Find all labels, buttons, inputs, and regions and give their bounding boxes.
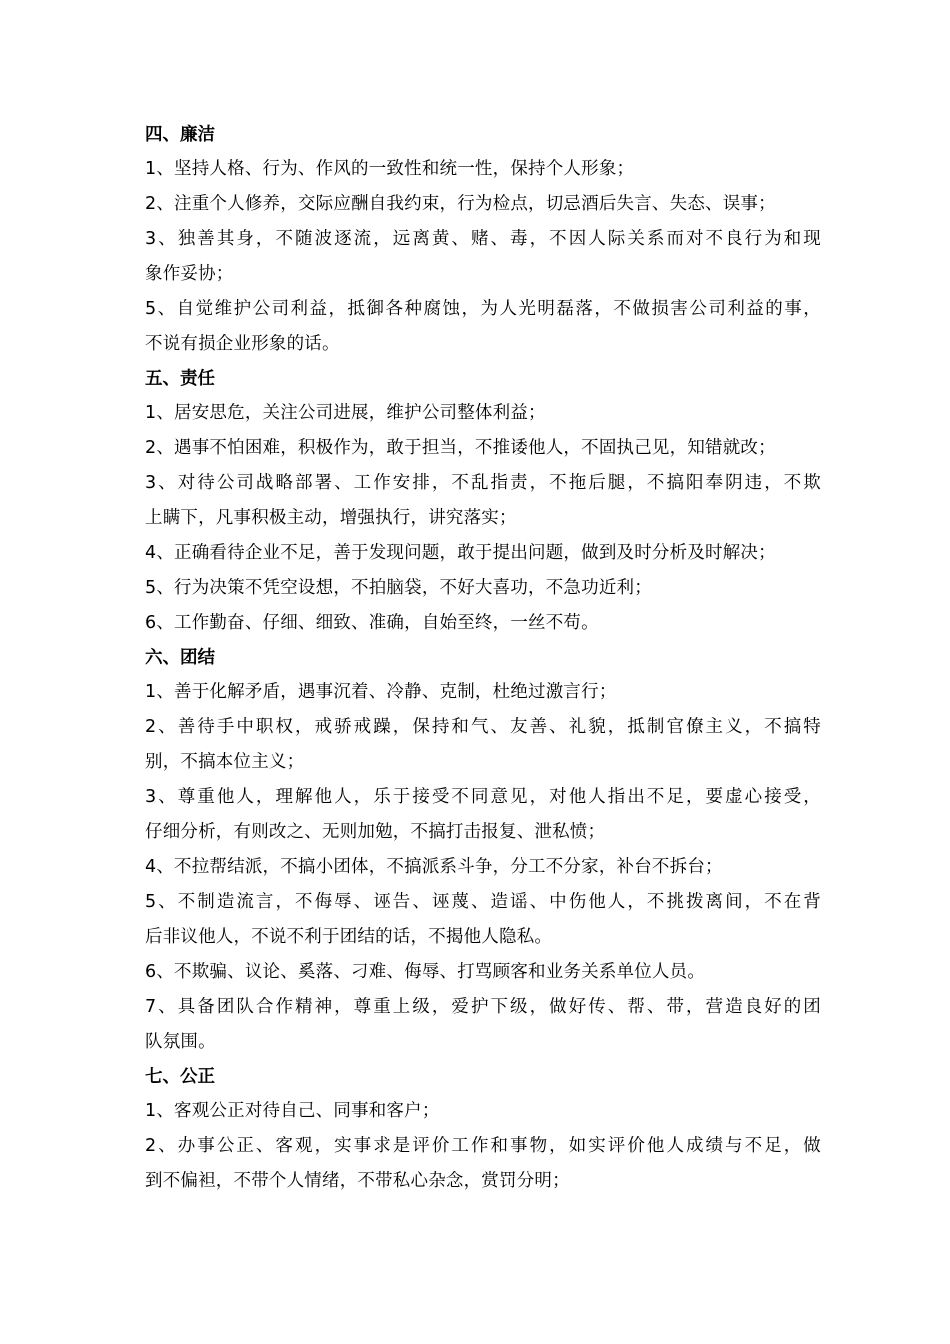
list-item-line: 3、尊重他人，理解他人，乐于接受不同意见，对他人指出不足，要虚心接受， [145,787,821,807]
list-item [145,571,821,606]
list-item-line: 5、自觉维护公司利益，抵御各种腐蚀，为人光明磊落，不做损害公司利益的事， [145,299,821,319]
list-item-line: 别，不搞本位主义； [145,752,305,772]
list-item [145,466,821,536]
list-item [145,675,821,710]
section-title: 五、责任 [145,369,215,389]
list-item [145,990,821,1060]
list-item [145,536,821,571]
list-item [145,710,821,780]
list-item [145,780,821,850]
list-item-line: 6、不欺骗、议论、奚落、刁难、侮辱、打骂顾客和业务关系单位人员。 [145,962,706,982]
section-title: 四、廉洁 [145,125,215,145]
list-item [145,606,821,641]
list-item-line: 队氛围。 [145,1032,216,1052]
section-title: 七、公正 [145,1067,215,1087]
list-item-line: 2、善待手中职权，戒骄戒躁，保持和气、友善、礼貌，抵制官僚主义，不搞特 [145,717,821,737]
list-item [145,187,821,222]
list-item-line: 到不偏袒，不带个人情绪，不带私心杂念，赏罚分明； [145,1171,570,1191]
list-item-line: 3、独善其身，不随波逐流，远离黄、赌、毒，不因人际关系而对不良行为和现 [145,229,821,249]
list-item-line: 5、行为决策不凭空设想，不拍脑袋，不好大喜功，不急功近利； [145,578,652,598]
list-item-line: 仔细分析，有则改之、无则加勉，不搞打击报复、泄私愤； [145,822,606,842]
list-item-line: 1、居安思危，关注公司进展，维护公司整体利益； [145,403,546,423]
list-item [145,1094,821,1129]
section [145,641,821,1060]
list-item [145,396,821,431]
list-item-line: 象作妥协； [145,264,234,284]
list-item-line: 1、客观公正对待自己、同事和客户； [145,1101,440,1121]
list-item-line: 4、正确看待企业不足，善于发现问题，敢于提出问题，做到及时分析及时解决； [145,543,776,563]
list-item [145,222,821,292]
list-item-line: 1、坚持人格、行为、作风的一致性和统一性，保持个人形象； [145,159,635,179]
list-item-line: 7、具备团队合作精神，尊重上级，爱护下级，做好传、帮、带，营造良好的团 [145,997,821,1017]
list-item [145,850,821,885]
list-item-line: 2、注重个人修养，交际应酬自我约束，行为检点，切忌酒后失言、失态、误事； [145,194,776,214]
list-item-line: 2、办事公正、客观，实事求是评价工作和事物，如实评价他人成绩与不足，做 [145,1136,821,1156]
list-item-line: 后非议他人，不说不利于团结的话，不揭他人隐私。 [145,927,553,947]
list-item-line: 5、不制造流言，不侮辱、诬告、诬蔑、造谣、中伤他人，不挑拨离间，不在背 [145,892,821,912]
list-item-line: 1、善于化解矛盾，遇事沉着、冷静、克制，杜绝过激言行； [145,682,617,702]
list-item [145,955,821,990]
section-title: 六、团结 [145,648,215,668]
section [145,1060,821,1199]
list-item-line: 4、不拉帮结派，不搞小团体，不搞派系斗争，分工不分家，补台不拆台； [145,857,723,877]
list-item-line: 3、对待公司战略部署、工作安排，不乱指责，不拖后腿，不搞阳奉阴违，不欺 [145,473,821,493]
section [145,362,821,641]
list-item-line: 6、工作勤奋、仔细、细致、准确，自始至终，一丝不苟。 [145,613,599,633]
document-page [145,118,821,1199]
list-item [145,292,821,362]
list-item-line: 2、遇事不怕困难，积极作为，敢于担当，不推诿他人，不固执己见，知错就改； [145,438,776,458]
list-item-line: 上瞒下，凡事积极主动，增强执行，讲究落实； [145,508,517,528]
list-item-line: 不说有损企业形象的话。 [145,334,340,354]
list-item [145,1129,821,1199]
list-item [145,152,821,187]
list-item [145,885,821,955]
list-item [145,431,821,466]
section [145,118,821,362]
